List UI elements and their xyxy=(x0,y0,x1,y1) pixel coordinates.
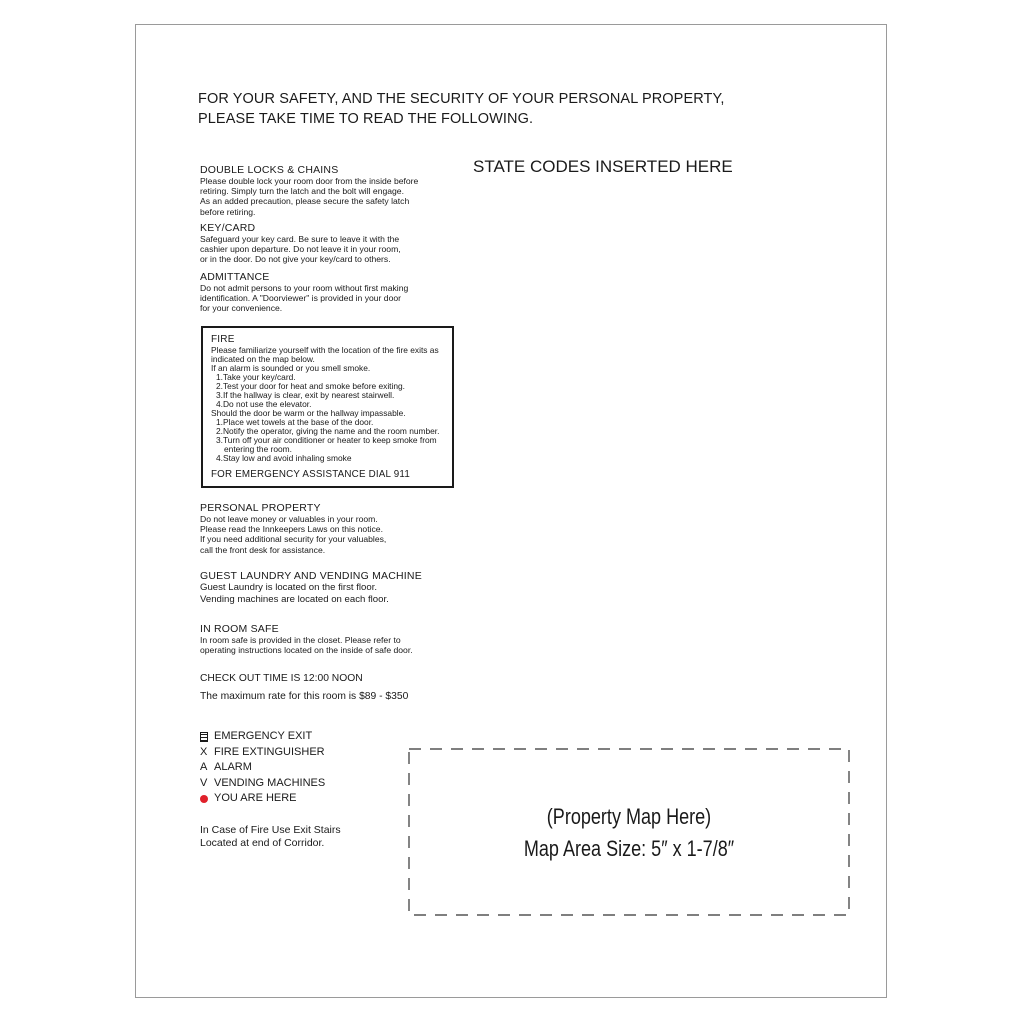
state-codes-placeholder: STATE CODES INSERTED HERE xyxy=(473,157,733,176)
fire-step: 3.Turn off your air conditioner or heater to keep smoke from xyxy=(216,435,437,445)
section-personal-property xyxy=(200,502,450,555)
fire-note-line: In Case of Fire Use Exit Stairs xyxy=(200,824,341,836)
section-title: ADMITTANCE xyxy=(200,271,270,283)
fire-warm-line: Should the door be warm or the hallway impassable. xyxy=(211,408,406,418)
legend-label: EMERGENCY EXIT xyxy=(214,730,313,742)
legend-you-are-here xyxy=(200,791,325,807)
body-line: cashier upon departure. Do not leave it in your room, xyxy=(200,244,401,255)
section-title: DOUBLE LOCKS & CHAINS xyxy=(200,164,339,176)
legend-fire-extinguisher xyxy=(200,745,325,761)
body-line: Vending machines are located on each floor. xyxy=(200,594,389,605)
fire-step: 2.Test your door for heat and smoke before exiting. xyxy=(216,381,406,391)
section-body xyxy=(200,234,450,265)
body-line: As an added precaution, please secure the safety latch xyxy=(200,196,410,207)
body-line: for your convenience. xyxy=(200,303,283,314)
legend-label: FIRE EXTINGUISHER xyxy=(214,745,325,758)
fire-instructions-box xyxy=(201,326,454,488)
section-title: GUEST LAUNDRY AND VENDING MACHINE xyxy=(200,570,422,582)
section-in-room-safe xyxy=(200,623,450,655)
max-rate: The maximum rate for this room is $89 - $350 xyxy=(200,691,409,702)
body-line: Do not leave money or valuables in your room. xyxy=(200,514,378,524)
fire-step: 1.Take your key/card. xyxy=(216,372,296,382)
fire-step: 4.Stay low and avoid inhaling smoke xyxy=(216,453,352,463)
section-title: IN ROOM SAFE xyxy=(200,623,279,635)
fire-step: 3.If the hallway is clear, exit by nearest stairwell. xyxy=(216,390,395,400)
section-body xyxy=(200,635,450,655)
body-line: identification. A "Doorviewer" is provided in your door xyxy=(200,293,401,304)
fire-step: 2.Notify the operator, giving the name and the room number. xyxy=(216,426,440,436)
body-line: Do not admit persons to your room without first making xyxy=(200,283,409,293)
dashed-border xyxy=(408,748,850,916)
fire-exit-note xyxy=(200,824,341,849)
fire-intro-line: Please familiarize yourself with the location of the fire exits as xyxy=(211,345,439,355)
fire-step: 1.Place wet towels at the base of the door. xyxy=(216,417,374,427)
body-line: call the front desk for assistance. xyxy=(200,544,326,555)
emergency-dial-text: FOR EMERGENCY ASSISTANCE DIAL 911 xyxy=(211,469,410,480)
fire-step: 4.Do not use the elevator. xyxy=(216,399,312,409)
fire-intro-line: indicated on the map below. xyxy=(211,354,315,364)
body-line: or in the door. Do not give your key/card to others. xyxy=(200,254,391,265)
legend-emergency-exit xyxy=(200,729,325,745)
vending-symbol: V xyxy=(200,776,208,789)
headline xyxy=(198,89,725,129)
body-line: If you need additional security for your valuables, xyxy=(200,534,387,545)
section-body xyxy=(200,283,450,314)
section-double-locks xyxy=(200,164,450,217)
body-line: Guest Laundry is located on the first floor. xyxy=(200,582,378,593)
legend-label: YOU ARE HERE xyxy=(214,792,297,804)
fire-note-line: Located at end of Corridor. xyxy=(200,836,325,849)
emergency-exit-icon xyxy=(200,732,208,742)
fire-extinguisher-symbol: X xyxy=(200,745,208,758)
legend-label: VENDING MACHINES xyxy=(214,776,326,789)
body-line: In room safe is provided in the closet. Please refer to xyxy=(200,635,401,645)
section-admittance xyxy=(200,271,450,314)
legend-label: ALARM xyxy=(214,761,252,773)
headline-line-1: FOR YOUR SAFETY, AND THE SECURITY OF YOUR PERSONAL PROPERTY, xyxy=(198,91,725,107)
fire-title: FIRE xyxy=(211,334,235,345)
section-body xyxy=(200,176,450,217)
section-laundry xyxy=(200,570,450,606)
body-line: before retiring. xyxy=(200,206,256,217)
section-title: PERSONAL PROPERTY xyxy=(200,502,321,514)
body-line: retiring. Simply turn the latch and the bolt will engage. xyxy=(200,186,404,197)
fire-step-continued: entering the room. xyxy=(224,444,292,454)
section-key-card xyxy=(200,222,450,265)
legend-alarm xyxy=(200,760,325,776)
headline-line-2: PLEASE TAKE TIME TO READ THE FOLLOWING. xyxy=(198,111,534,127)
map-placeholder-title: (Property Map Here) xyxy=(546,804,712,829)
body-line: Please double lock your room door from the inside before xyxy=(200,176,419,186)
body-line: Please read the Innkeepers Laws on this notice. xyxy=(200,524,383,535)
alarm-symbol: A xyxy=(200,761,208,773)
red-dot-icon xyxy=(200,795,208,803)
property-map-area xyxy=(408,748,850,916)
checkout-time: CHECK OUT TIME IS 12:00 NOON xyxy=(200,673,363,684)
body-line: operating instructions located on the inside of safe door. xyxy=(200,645,413,656)
fire-alarm-line: If an alarm is sounded or you smell smoke. xyxy=(211,363,371,373)
section-body xyxy=(200,582,450,606)
body-line: Safeguard your key card. Be sure to leave it with the xyxy=(200,234,400,244)
legend-vending xyxy=(200,776,325,792)
section-body xyxy=(200,514,450,555)
fire-body xyxy=(211,346,444,463)
map-legend xyxy=(200,729,325,807)
section-title: KEY/CARD xyxy=(200,222,256,234)
map-size-text: Map Area Size: 5″ x 1-7/8″ xyxy=(523,836,735,861)
